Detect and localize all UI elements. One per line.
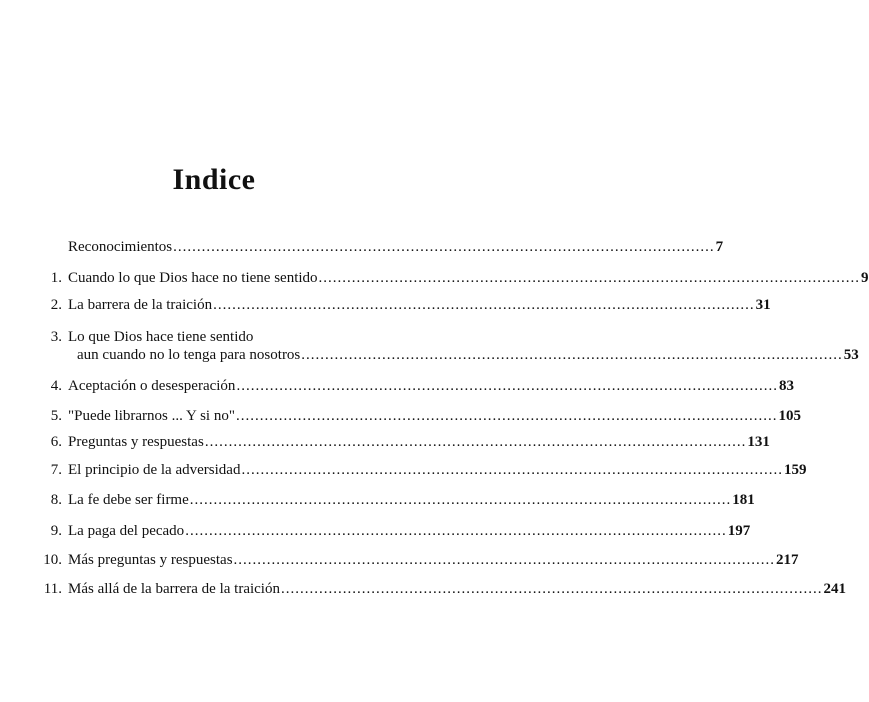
toc-entry-page: 7 [715,239,724,255]
toc-entry-3 [77,347,859,364]
toc-entry-title: El principio de la adversidad [68,462,241,478]
dot-leader: .................................................................................................................. [235,408,778,424]
dot-leader: .................................................................................................................. [236,378,778,394]
toc-entry-page: 181 [732,492,755,508]
toc-entry-number: 10. [43,552,62,568]
toc-entry-5 [68,408,801,425]
toc-entry-title-line1: Lo que Dios hace tiene sentido [68,329,254,345]
toc-entry-page: 217 [776,552,799,568]
toc-entry-9 [68,523,751,540]
dot-leader: .................................................................................................................. [301,347,843,363]
toc-entry-page: 83 [778,378,794,394]
toc-entry-number: 3. [50,329,62,345]
toc-entry-number: 5. [50,408,62,424]
dot-leader: .................................................................................................................. [280,581,823,597]
toc-entry-title: Cuando lo que Dios hace no tiene sentido [68,270,318,286]
toc-entry-title: "Puede librarnos ... Y si no" [68,408,235,424]
toc-entry-page: 105 [778,408,801,424]
toc-entry-1 [68,270,869,287]
toc-entry-title: La barrera de la traición [68,297,213,313]
toc-entry-title: Aceptación o desesperación [68,378,236,394]
toc-entry-11 [68,581,846,598]
toc-entry-2 [68,297,771,314]
toc-entry-page: 131 [747,434,770,450]
dot-leader: .................................................................................................................. [173,239,715,255]
dot-leader: .................................................................................................................. [318,270,861,286]
toc-entry-page: 159 [783,462,807,478]
toc-entry-number: 7. [50,462,62,478]
toc-entry-4 [68,378,794,395]
page-title: Indice [172,163,256,196]
toc-entry-title-line2: aun cuando no lo tenga para nosotros [77,347,301,363]
dot-leader: .................................................................................................................. [189,492,732,508]
toc-entry-title: La paga del pecado [68,523,185,539]
toc-entry-number: 1. [50,270,62,286]
toc-entry-page: 197 [727,523,751,539]
dot-leader: .................................................................................................................. [241,462,783,478]
toc-entry-number: 9. [50,523,62,539]
toc-entry-title: Más allá de la barrera de la traición [68,581,280,597]
toc-entry-7 [68,462,807,479]
toc-entry-page: 31 [755,297,771,313]
dot-leader: .................................................................................................................. [233,552,776,568]
toc-entry-number: 11. [43,581,62,597]
dot-leader: .................................................................................................................. [185,523,727,539]
toc-entry-title: Reconocimientos [68,239,173,255]
dot-leader: .................................................................................................................. [204,434,747,450]
toc-entry-page: 241 [823,581,846,597]
toc-entry-title: Preguntas y respuestas [68,434,204,450]
toc-entry-number: 6. [50,434,62,450]
toc-entry-6 [68,434,770,451]
toc-entry-number: 8. [50,492,62,508]
toc-entry-8 [68,492,755,509]
toc-entry-acknowledgements [68,239,724,256]
toc-entry-number: 2. [50,297,62,313]
toc-entry-title: Más preguntas y respuestas [68,552,233,568]
toc-entry-number: 4. [50,378,62,394]
toc-entry-page: 53 [843,347,859,363]
toc-entry-title: La fe debe ser firme [68,492,189,508]
dot-leader: .................................................................................................................. [213,297,755,313]
toc-entry-page: 9 [861,270,869,286]
toc-entry-10 [68,552,799,569]
